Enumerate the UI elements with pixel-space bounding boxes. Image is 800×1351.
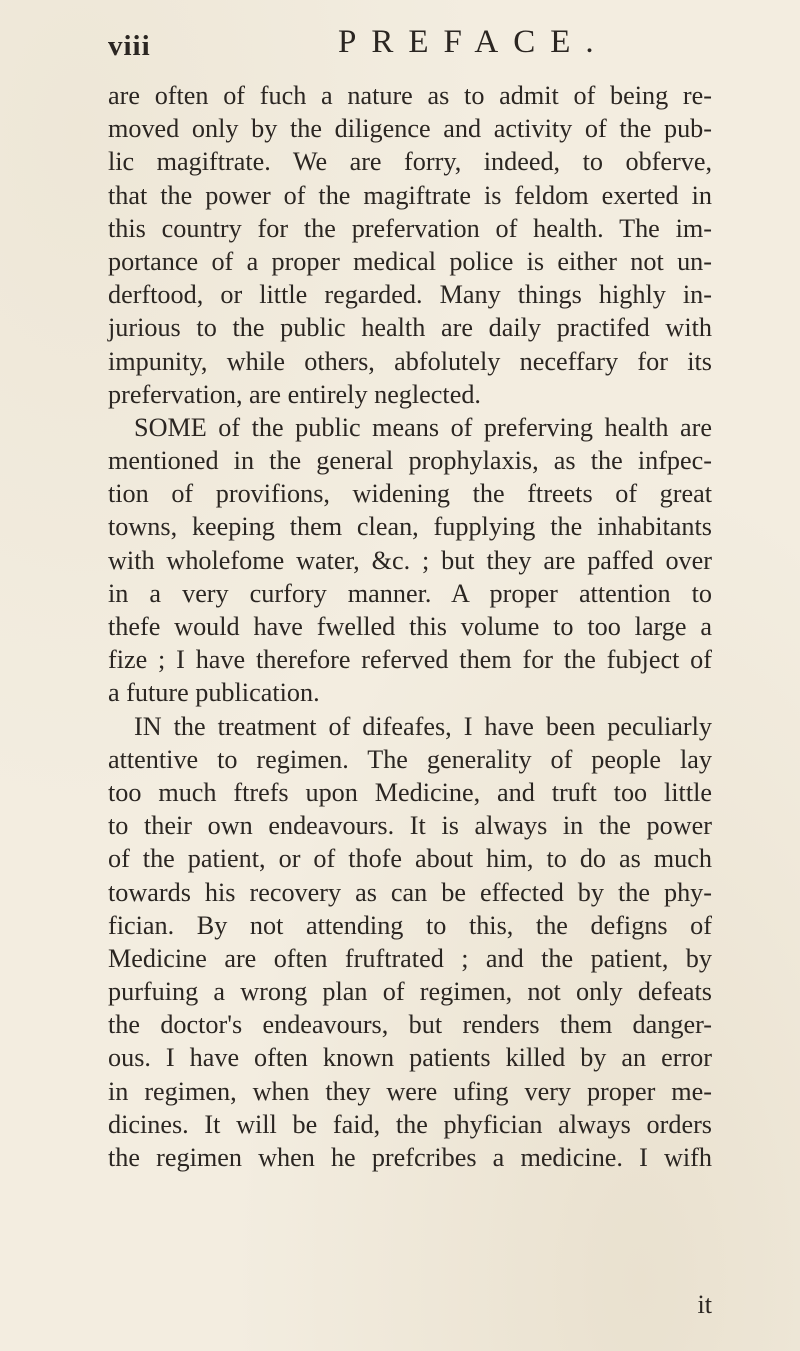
paragraph-first-line: IN the treatment of difeafes, I have been peculiarly bbox=[134, 711, 712, 741]
text-line: this country for the prefervation of health. The im- bbox=[108, 213, 712, 243]
text-line: of the patient, or of thofe about him, to do as much bbox=[108, 844, 712, 874]
text-line: ous. I have often known patients killed by an error bbox=[108, 1043, 712, 1073]
footer bbox=[108, 1288, 712, 1322]
text-line: the doctor's endeavours, but renders them danger- bbox=[108, 1010, 712, 1040]
text-line: fician. By not attending to this, the defigns of bbox=[108, 910, 712, 940]
text-line: attentive to regimen. The generality of people lay bbox=[108, 744, 712, 774]
body-text bbox=[108, 79, 712, 1174]
text-line: too much ftrefs upon Medicine, and truft too little bbox=[108, 777, 712, 807]
text-line: are often of fuch a nature as to admit of being re- bbox=[108, 81, 712, 110]
text-line: jurious to the public health are daily practifed with bbox=[108, 313, 712, 343]
running-head: PREFACE. bbox=[338, 24, 609, 60]
text-line: purfuing a wrong plan of regimen, not only defeats bbox=[108, 977, 712, 1007]
text-line: portance of a proper medical police is either not un- bbox=[108, 246, 712, 276]
text-line: a future publication. bbox=[108, 678, 320, 708]
text-line: mentioned in the general prophylaxis, as the infpec- bbox=[108, 446, 712, 476]
text-line: with wholefome water, &c. ; but they are paffed over bbox=[108, 545, 712, 575]
text-line: that the power of the magiftrate is feldom exerted in bbox=[108, 180, 712, 210]
text-line: the regimen when he prefcribes a medicine. I wifh bbox=[108, 1143, 712, 1172]
text-line: in regimen, when they were ufing very proper me- bbox=[108, 1076, 712, 1106]
text-line: thefe would have fwelled this volume to too large a bbox=[108, 612, 712, 641]
page-number: viii bbox=[108, 30, 151, 62]
text-line: towards his recovery as can be effected by the phy- bbox=[108, 877, 712, 907]
text-line: moved only by the diligence and activity of the pub- bbox=[108, 114, 712, 144]
text-line: Medicine are often fruftrated ; and the patient, by bbox=[108, 943, 712, 973]
text-line: towns, keeping them clean, fupplying the inhabitants bbox=[108, 512, 712, 542]
text-line: impunity, while others, abfolutely neceffary for its bbox=[108, 346, 712, 376]
text-line: prefervation, are entirely neglected. bbox=[108, 379, 481, 409]
text-line: in a very curfory manner. A proper attention to bbox=[108, 578, 712, 608]
text-line: to their own endeavours. It is always in the power bbox=[108, 811, 712, 841]
page-header bbox=[108, 22, 708, 72]
text-line: fize ; I have therefore referved them for the fubject of bbox=[108, 645, 712, 675]
text-line: lic magiftrate. We are forry, indeed, to obferve, bbox=[108, 147, 712, 177]
text-line: dicines. It will be faid, the phyfician always orders bbox=[108, 1109, 712, 1139]
catchword: it bbox=[697, 1290, 712, 1319]
paragraph-first-line: SOME of the public means of preferving health are bbox=[134, 412, 712, 442]
text-line: derftood, or little regarded. Many things highly in- bbox=[108, 280, 712, 310]
text-line: tion of provifions, widening the ftreets of great bbox=[108, 479, 712, 509]
